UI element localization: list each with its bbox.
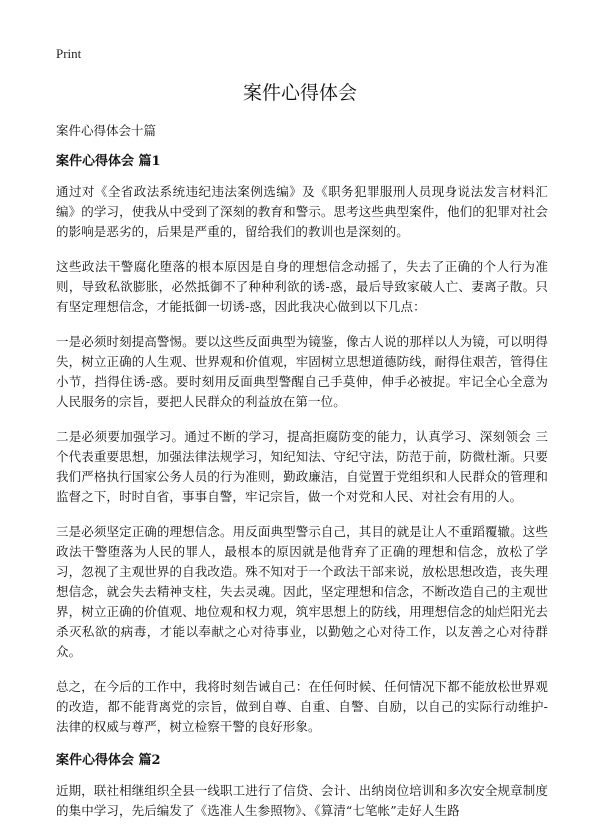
paragraph: 这些政法干警腐化堕落的根本原因是自身的理想信念动摇了，失去了正确的个人行为准则，导致私欲膨胀，必然抵御不了种种利欲的诱-惑，最后导致家破人亡、妻离子散。只有坚定理想信念，才能抵御一切诱-惑，因此我决心做到以下几点：	[56, 259, 549, 314]
document-title: 案件心得体会	[242, 82, 357, 104]
paragraph: 二是必须要加强学习。通过不断的学习，提高拒腐防变的能力，认真学习、深刻领会 三个代表重要思想，加强法律法规学习，知纪知法、守纪守法，防范于前，防微杜渐。只要我们严格执行国家公务人员的行为准则，勤政廉洁，自觉置于党组织和人民群众的管理和监督之下，时时自省，事事自警，牢记宗旨，做一个对党和人民、对社会有用的人。	[56, 429, 548, 504]
section-heading-1: 案件心得体会 篇1	[56, 154, 161, 169]
paragraph: 通过对《全省政法系统违纪违法案例选编》及《职务犯罪服刑人员现身说法发言材料汇编》的学习，使我从中受到了深刻的教育和警示。思考这些典型案件，他们的犯罪对社会的影响是恶劣的，后果是严重的，留给我们的教训也是深刻的。	[56, 184, 548, 239]
print-link[interactable]: Print	[56, 46, 82, 61]
section-heading-2: 案件心得体会 篇2	[56, 753, 161, 768]
paragraph: 三是必须坚定正确的理想信念。用反面典型警示自己，其目的就是让人不重蹈覆辙。这些政法干警堕落为人民的罪人，最根本的原因就是他背弃了正确的理想和信念，放松了学习，忽视了主观世界的自我改造。殊不知对于一个政法干部来说，放松思想改造，丧失理想信念，就会失去精神支柱，失去灵魂。因此，坚定理想和信念，不断改造自己的主观世界，树立正确的价值观、地位观和权力观，筑牢思想上的防线，用理想信念的灿烂阳光去杀灭私欲的病毒，才能以奉献之心对待事业，以勤勉之心对待工作，以友善之心对待群众。	[56, 524, 548, 659]
paragraph: 一是必须时刻提高警惕。要以这些反面典型为镜鉴，像古人说的那样以人为镜，可以明得失，树立正确的人生观、世界观和价值观，牢固树立思想道德防线，耐得住艰苦，管得住小节，挡得住诱-惑。要时刻用反面典型警醒自己手莫伸，伸手必被捉。牢记全心全意为人民服务的宗旨，要把人民群众的利益放在第一位。	[56, 334, 548, 409]
document-subtitle: 案件心得体会十篇	[56, 123, 157, 138]
document-body	[56, 122, 548, 828]
paragraph: 近期，联社相继组织全县一线职工进行了信贷、会计、出纳岗位培训和多次安全规章制度的集中学习，先后编发了《选准人生参照物》、《算清“七笔帐”走好人生路	[56, 783, 548, 818]
paragraph: 总之，在今后的工作中，我将时刻告诫自己：在任何时候、任何情况下都不能放松世界观的改造，都不能背离党的宗旨，做到自尊、自重、自警、自励，以自己的实际行动维护-法律的权威与尊严，树立检察干警的良好形象。	[56, 679, 548, 734]
